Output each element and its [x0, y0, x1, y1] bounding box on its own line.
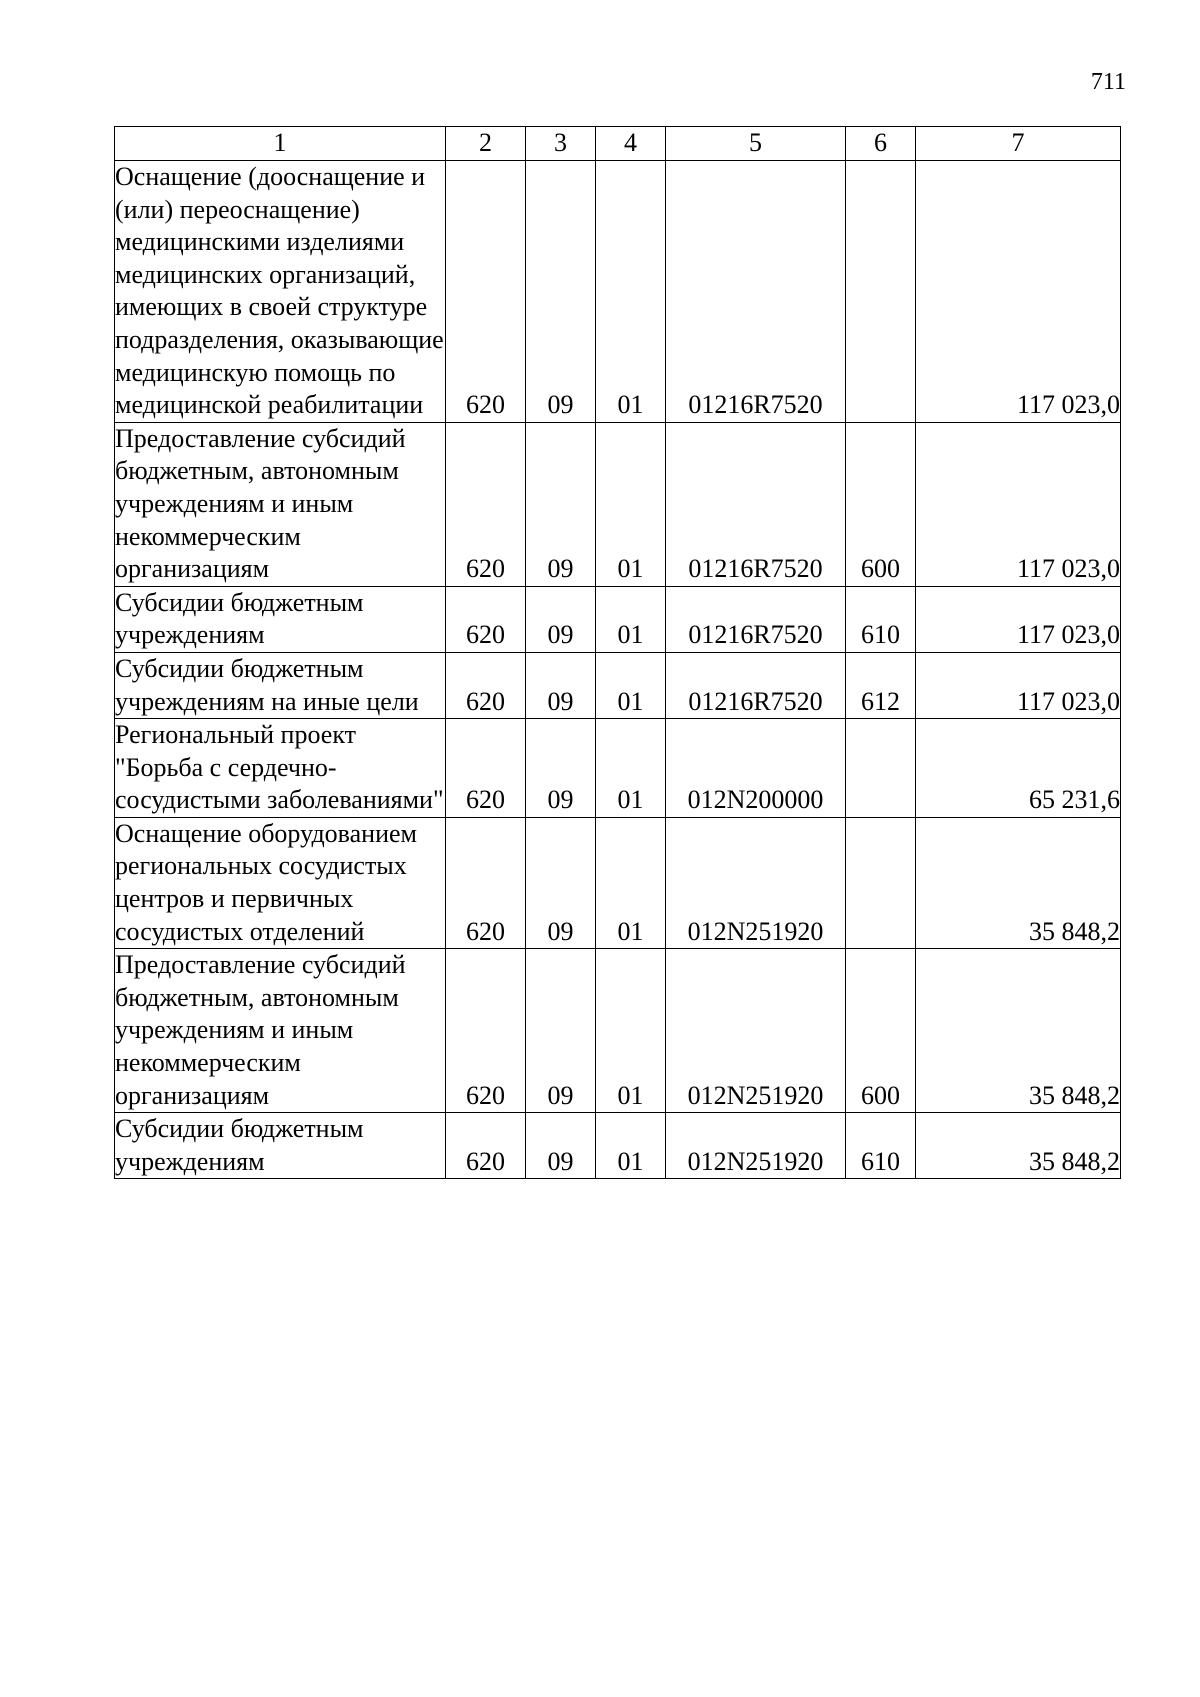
- cell-target: 012N251920: [666, 817, 846, 948]
- row-name: Субсидии бюджетным учреждениям на иные цели: [115, 652, 446, 718]
- row-name: Субсидии бюджетным учреждениям: [115, 1113, 446, 1179]
- row-name: Предоставление субсидий бюджетным, автономным учреждениям и иным некоммерческим организациям: [115, 949, 446, 1113]
- cell-amount: 35 848,2: [916, 1113, 1121, 1179]
- cell-target: 01216R7520: [666, 422, 846, 586]
- cell-section: 09: [526, 652, 596, 718]
- cell-code: 620: [446, 161, 526, 423]
- cell-expense-type: [846, 719, 916, 818]
- cell-code: 620: [446, 949, 526, 1113]
- cell-expense-type: 600: [846, 949, 916, 1113]
- cell-subsection: 01: [596, 422, 666, 586]
- header-row: [115, 127, 1121, 161]
- cell-subsection: 01: [596, 652, 666, 718]
- cell-amount: 117 023,0: [916, 586, 1121, 652]
- cell-expense-type: 600: [846, 422, 916, 586]
- table-row: [115, 586, 1121, 652]
- cell-section: 09: [526, 719, 596, 818]
- cell-subsection: 01: [596, 1113, 666, 1179]
- cell-subsection: 01: [596, 719, 666, 818]
- cell-target: 012N200000: [666, 719, 846, 818]
- cell-expense-type: 610: [846, 586, 916, 652]
- table-row: [115, 1113, 1121, 1179]
- cell-code: 620: [446, 652, 526, 718]
- header-cell: 6: [846, 127, 916, 161]
- cell-target: 01216R7520: [666, 586, 846, 652]
- cell-section: 09: [526, 1113, 596, 1179]
- cell-code: 620: [446, 586, 526, 652]
- budget-table: [114, 126, 1121, 1179]
- cell-subsection: 01: [596, 161, 666, 423]
- cell-code: 620: [446, 422, 526, 586]
- table-row: [115, 422, 1121, 586]
- cell-section: 09: [526, 422, 596, 586]
- cell-target: 01216R7520: [666, 161, 846, 423]
- cell-expense-type: [846, 817, 916, 948]
- table-row: [115, 949, 1121, 1113]
- cell-amount: 35 848,2: [916, 817, 1121, 948]
- row-name: Субсидии бюджетным учреждениям: [115, 586, 446, 652]
- row-name: Региональный проект "Борьба с сердечно-сосудистыми заболеваниями": [115, 719, 446, 818]
- table-row: [115, 719, 1121, 818]
- cell-section: 09: [526, 586, 596, 652]
- cell-expense-type: 612: [846, 652, 916, 718]
- cell-code: 620: [446, 719, 526, 818]
- header-cell: 4: [596, 127, 666, 161]
- header-cell: 2: [446, 127, 526, 161]
- header-cell: 5: [666, 127, 846, 161]
- row-name: Оснащение оборудованием региональных сосудистых центров и первичных сосудистых отделений: [115, 817, 446, 948]
- table-row: [115, 652, 1121, 718]
- cell-amount: 117 023,0: [916, 652, 1121, 718]
- cell-amount: 65 231,6: [916, 719, 1121, 818]
- cell-subsection: 01: [596, 817, 666, 948]
- cell-amount: 35 848,2: [916, 949, 1121, 1113]
- cell-target: 012N251920: [666, 949, 846, 1113]
- table-row: [115, 817, 1121, 948]
- cell-code: 620: [446, 817, 526, 948]
- cell-target: 01216R7520: [666, 652, 846, 718]
- page-number: 711: [1090, 69, 1126, 95]
- cell-subsection: 01: [596, 949, 666, 1113]
- cell-section: 09: [526, 949, 596, 1113]
- row-name: Оснащение (дооснащение и (или) переоснащение) медицинскими изделиями медицинских организаций, имеющих в своей структуре подразделения, оказывающие медицинскую помощь по медицинской реабилитации: [115, 161, 446, 423]
- header-cell: 1: [115, 127, 446, 161]
- table-row: [115, 161, 1121, 423]
- cell-expense-type: 610: [846, 1113, 916, 1179]
- cell-amount: 117 023,0: [916, 161, 1121, 423]
- row-name: Предоставление субсидий бюджетным, автономным учреждениям и иным некоммерческим организациям: [115, 422, 446, 586]
- header-cell: 7: [916, 127, 1121, 161]
- cell-section: 09: [526, 161, 596, 423]
- cell-target: 012N251920: [666, 1113, 846, 1179]
- cell-expense-type: [846, 161, 916, 423]
- cell-code: 620: [446, 1113, 526, 1179]
- cell-section: 09: [526, 817, 596, 948]
- header-cell: 3: [526, 127, 596, 161]
- cell-subsection: 01: [596, 586, 666, 652]
- cell-amount: 117 023,0: [916, 422, 1121, 586]
